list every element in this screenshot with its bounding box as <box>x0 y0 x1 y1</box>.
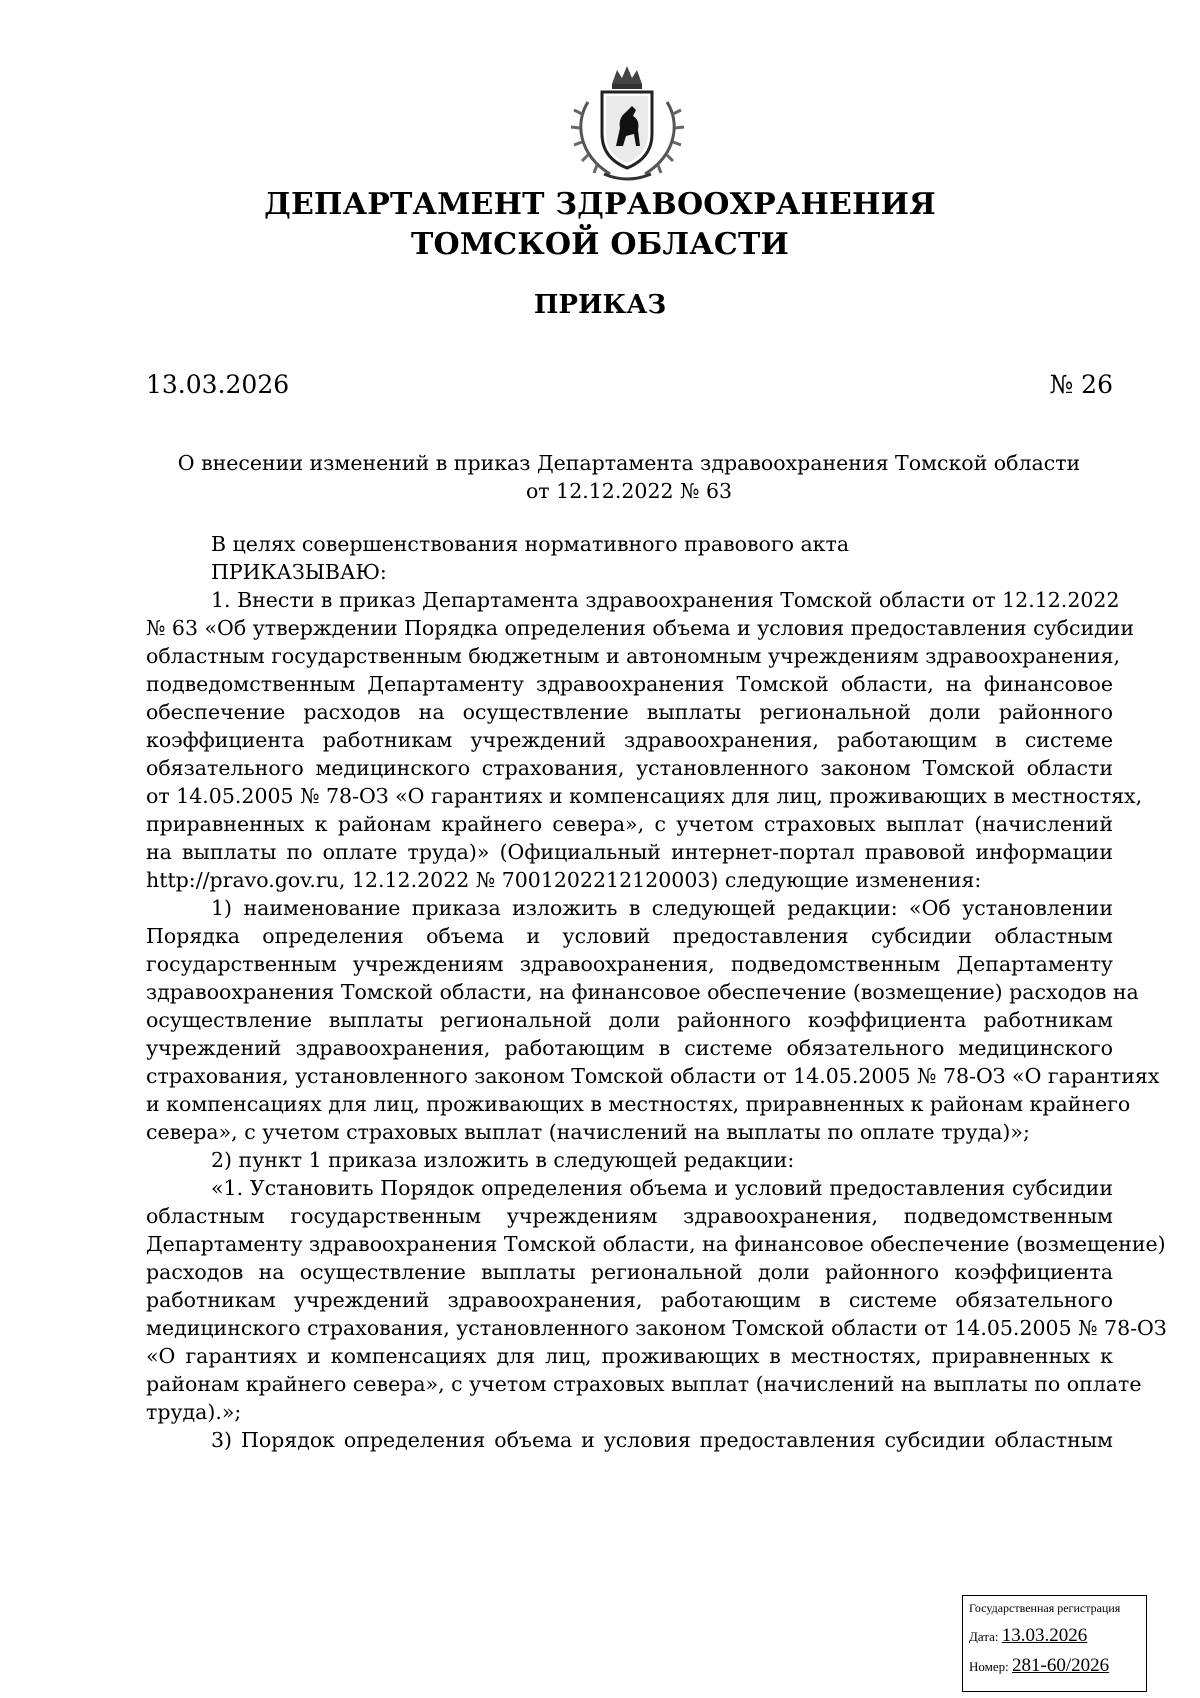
body-text-line: обеспечение расходов на осуществление выплаты региональной доли районного <box>146 700 1113 724</box>
registration-date-value: 13.03.2026 <box>1001 1625 1088 1646</box>
body-text-line: учреждений здравоохранения, работающим в системе обязательного медицинского <box>146 1036 1113 1060</box>
body-text-line: областным государственным бюджетным и автономным учреждениям здравоохранения, <box>146 644 1121 668</box>
body-text-line: обязательного медицинского страхования, установленного законом Томской области <box>146 756 1113 780</box>
body-text-line: расходов на осуществление выплаты региональной доли районного коэффициента <box>146 1260 1113 1284</box>
department-name-line1: ДЕПАРТАМЕНТ ЗДРАВООХРАНЕНИЯ <box>264 187 936 222</box>
order-subject-line: О внесении изменений в приказ Департамента здравоохранения Томской области <box>177 451 1081 475</box>
body-text-line: районам крайнего севера», с учетом страховых выплат (начислений на выплаты по оплате <box>146 1372 1142 1396</box>
order-subject-line: от 12.12.2022 № 63 <box>525 479 733 503</box>
body-text-line: коэффициента работникам учреждений здравоохранения, работающим в системе <box>146 728 1113 752</box>
registration-date-label: Дата: <box>969 1629 999 1644</box>
registration-date-row <box>969 1626 1087 1647</box>
order-number: № 26 <box>1049 370 1113 399</box>
body-text-line: «1. Установить Порядок определения объема и условий предоставления субсидии <box>211 1176 1113 1200</box>
body-text-line: труда).»; <box>146 1400 242 1424</box>
body-text-line: медицинского страхования, установленного законом Томской области от 14.05.2005 № 78-ОЗ <box>146 1316 1167 1340</box>
body-text-line: осуществление выплаты региональной доли районного коэффициента работникам <box>146 1008 1113 1032</box>
body-text-line: работникам учреждений здравоохранения, работающим в системе обязательного <box>146 1288 1113 1312</box>
registration-title: Государственная регистрация <box>969 1601 1121 1615</box>
order-date: 13.03.2026 <box>146 370 290 399</box>
body-text-line: В целях совершенствования нормативного правового акта <box>211 532 850 556</box>
body-text-line: от 14.05.2005 № 78-ОЗ «О гарантиях и компенсациях для лиц, проживающих в местностях, <box>146 784 1143 808</box>
body-text-line: № 63 «Об утверждении Порядка определения объема и условия предоставления субсидии <box>146 616 1135 640</box>
body-text-line: «О гарантиях и компенсациях для лиц, проживающих в местностях, приравненных к <box>146 1344 1113 1368</box>
registration-number-label: Номер: <box>969 1659 1009 1674</box>
body-text-line: севера», с учетом страховых выплат (начислений на выплаты по оплате труда)»; <box>146 1120 1030 1144</box>
body-text-line: 1. Внести в приказ Департамента здравоохранения Томской области от 12.12.2022 <box>211 588 1120 612</box>
body-text-line: подведомственным Департаменту здравоохранения Томской области, на финансовое <box>146 672 1113 696</box>
body-text-line: здравоохранения Томской области, на финансовое обеспечение (возмещение) расходов на <box>146 980 1139 1004</box>
body-text-line: государственным учреждениям здравоохранения, подведомственным Департаменту <box>146 952 1113 976</box>
registration-number-value: 281-60/2026 <box>1012 1655 1110 1676</box>
body-text-line: Порядка определения объема и условий предоставления субсидии областным <box>146 924 1113 948</box>
body-text-line: http://pravo.gov.ru, 12.12.2022 № 7001202212120003) следующие изменения: <box>146 868 982 892</box>
registration-number-row <box>969 1656 1109 1677</box>
registration-stamp <box>962 1595 1147 1692</box>
coat-of-arms-emblem <box>570 62 685 184</box>
body-text-line: приравненных к районам крайнего севера», с учетом страховых выплат (начислений <box>146 812 1113 836</box>
body-text-line: на выплаты по оплате труда)» (Официальный интернет-портал правовой информации <box>146 840 1113 864</box>
body-text-line: 2) пункт 1 приказа изложить в следующей редакции: <box>211 1148 795 1172</box>
body-text-line: 1) наименование приказа изложить в следующей редакции: «Об установлении <box>211 896 1113 920</box>
document-type-title: ПРИКАЗ <box>533 290 667 320</box>
body-text-line: областным государственным учреждениям здравоохранения, подведомственным <box>146 1204 1113 1228</box>
body-text-line: 3) Порядок определения объема и условия предоставления субсидии областным <box>211 1428 1113 1452</box>
body-text-line: ПРИКАЗЫВАЮ: <box>211 560 387 584</box>
body-text-line: Департаменту здравоохранения Томской области, на финансовое обеспечение (возмещение) <box>146 1232 1166 1256</box>
body-text-line: страхования, установленного законом Томской области от 14.05.2005 № 78-ОЗ «О гарантиях <box>146 1064 1160 1088</box>
body-text-line: и компенсациях для лиц, проживающих в местностях, приравненных к районам крайнего <box>146 1092 1131 1116</box>
department-name-line2: ТОМСКОЙ ОБЛАСТИ <box>410 227 790 262</box>
